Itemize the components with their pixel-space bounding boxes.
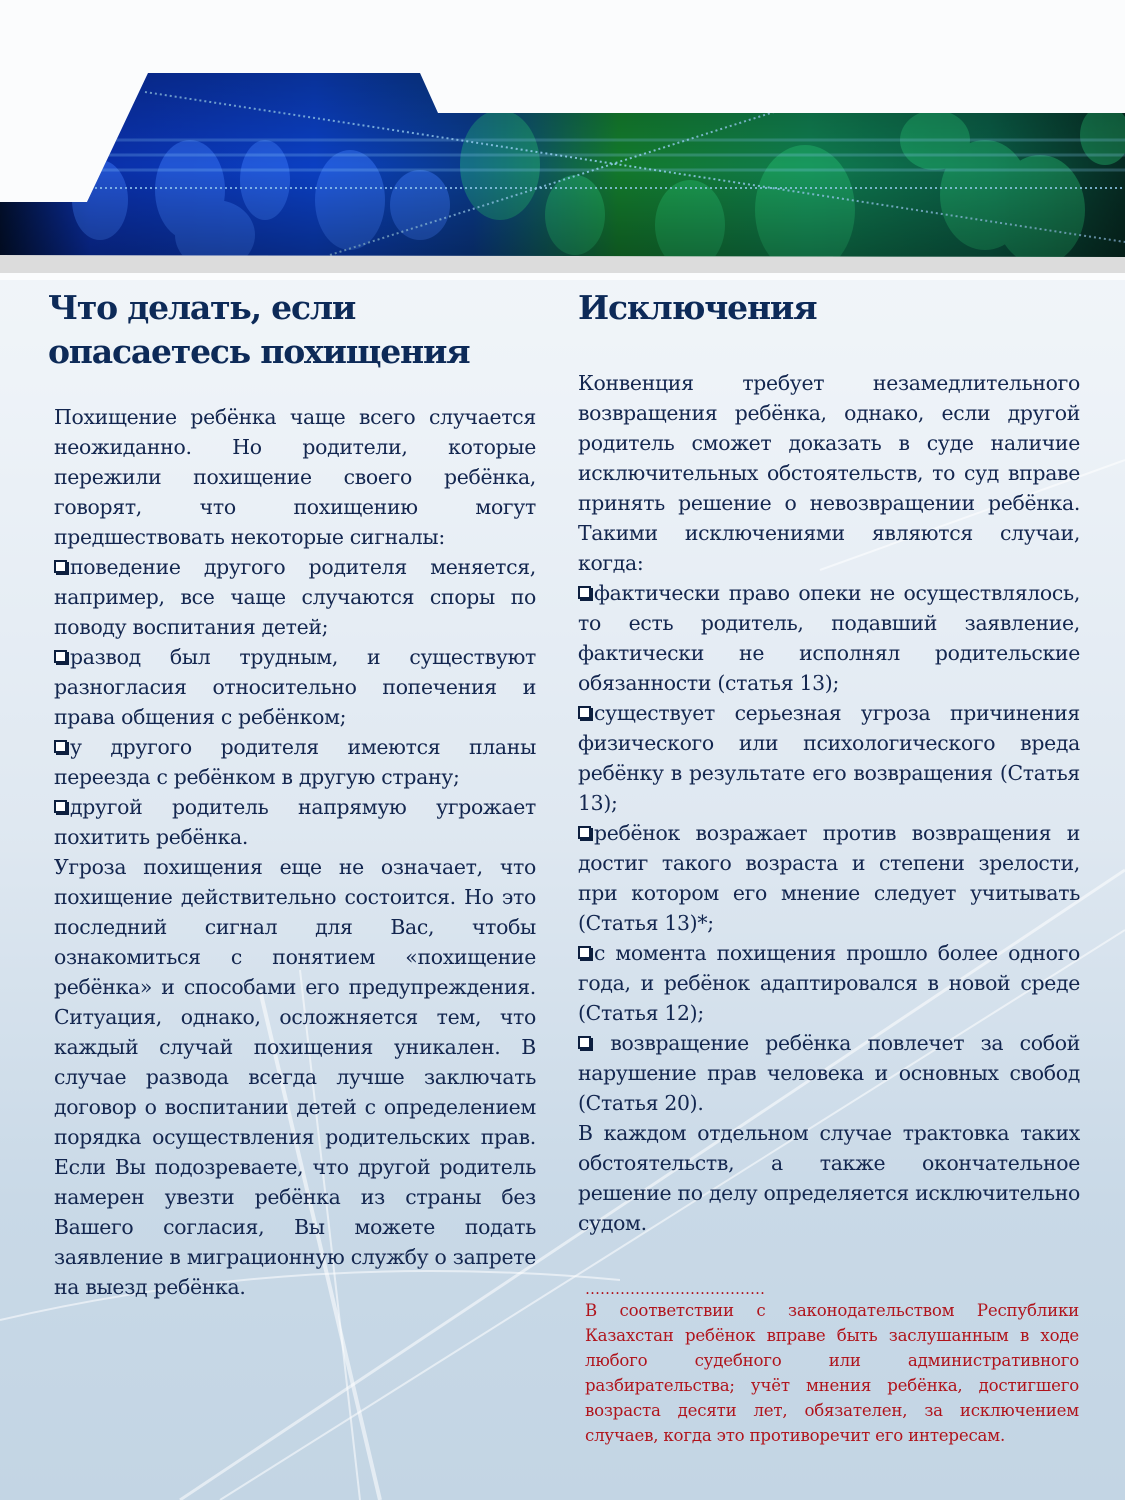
abduction-fear-body (48, 402, 536, 1302)
checkbox-icon (578, 706, 591, 719)
exceptions-section (578, 286, 1080, 1238)
exception-list-item (578, 578, 1080, 698)
signal-text: развод был трудным, и существуют разногласия относительно попечения и права общения с ребёнком; (54, 645, 536, 729)
footnote-text: В соответствии с законодательством Республики Казахстан ребёнок вправе быть заслушанным в ходе любого судебного или административного разбирательства; учёт мнения ребёнка, достигшего возраста десяти лет, обязателен, за исключением случаев, когда это противоречит его интересам. (585, 1301, 1079, 1445)
checkbox-icon (578, 586, 591, 599)
signal-text: другой родитель напрямую угрожает похитить ребёнка. (54, 795, 536, 849)
checkbox-icon (578, 826, 591, 839)
signal-text: поведение другого родителя меняется, например, все чаще случаются споры по поводу воспитания детей; (54, 555, 536, 639)
exception-list-item (578, 938, 1080, 1028)
conclusion-paragraph: Угроза похищения еще не означает, что похищение действительно состоится. Но это последний сигнал для Вас, чтобы ознакомиться с понятием «похищение ребёнка» и способами его предупреждения. Ситуация, однако, осложняется тем, что каждый случай похищения уникален. В случае развода всегда лучше заключать договор о воспитании детей с определением порядка осуществления родительских прав. Если Вы подозреваете, что другой родитель намерен увезти ребёнка из страны без Вашего согласия, Вы можете подать заявление в миграционную службу о запрете на выезд ребёнка. (54, 855, 536, 1299)
exception-text: ребёнок возражает против возвращения и достиг такого возраста и степени зрелости, при котором его мнение следует учитывать (Статья 13)*; (578, 821, 1080, 935)
signal-list-item (54, 642, 536, 732)
checkbox-icon (54, 800, 67, 813)
banner-graphic (0, 0, 1125, 280)
header-banner (0, 0, 1125, 280)
section-heading-abduction-fear: Что делать, если опасаетесь похищения (48, 288, 470, 371)
exception-text: существует серьезная угроза причинения физического или психологического вреда ребёнку в результате его возвращения (Статья 13); (578, 701, 1080, 815)
exception-list-item (578, 698, 1080, 818)
section-heading-exceptions: Исключения (578, 288, 817, 327)
checkbox-icon (54, 650, 67, 663)
footnote (585, 1280, 1079, 1448)
exception-text: с момента похищения прошло более одного года, и ребёнок адаптировался в новой среде (Статья 12); (578, 941, 1080, 1025)
exceptions-body (578, 368, 1080, 1238)
signal-list-item (54, 732, 536, 792)
checkbox-icon (578, 946, 591, 959)
exceptions-intro-paragraph: Конвенция требует незамедлительного возвращения ребёнка, однако, если другой родитель сможет доказать в суде наличие исключительных обстоятельств, то суд вправе принять решение о невозвращении ребёнка. Такими исключениями являются случаи, когда: (578, 371, 1080, 575)
signal-list-item (54, 792, 536, 852)
signal-text: у другого родителя имеются планы переезда с ребёнком в другую страну; (54, 735, 536, 789)
intro-paragraph: Похищение ребёнка чаще всего случается неожиданно. Но родители, которые пережили похищение своего ребёнка, говорят, что похищению могут предшествовать некоторые сигналы: (54, 405, 536, 549)
signal-list-item (54, 552, 536, 642)
exception-list-item (578, 1028, 1080, 1118)
abduction-fear-section (48, 286, 536, 1302)
exceptions-conclusion-paragraph: В каждом отдельном случае трактовка таких обстоятельств, а также окончательное решение по делу определяется исключительно судом. (578, 1121, 1081, 1235)
checkbox-icon (578, 1036, 591, 1049)
checkbox-icon (54, 560, 67, 573)
footnote-separator: ……………………………… (585, 1280, 765, 1298)
exception-list-item (578, 818, 1080, 938)
exception-text: фактически право опеки не осуществлялось, то есть родитель, подавший заявление, фактически не исполнял родительские обязанности (статья 13); (578, 581, 1080, 695)
checkbox-icon (54, 740, 67, 753)
exception-text: возвращение ребёнка повлечет за собой нарушение прав человека и основных свобод (Статья 20). (578, 1031, 1080, 1115)
